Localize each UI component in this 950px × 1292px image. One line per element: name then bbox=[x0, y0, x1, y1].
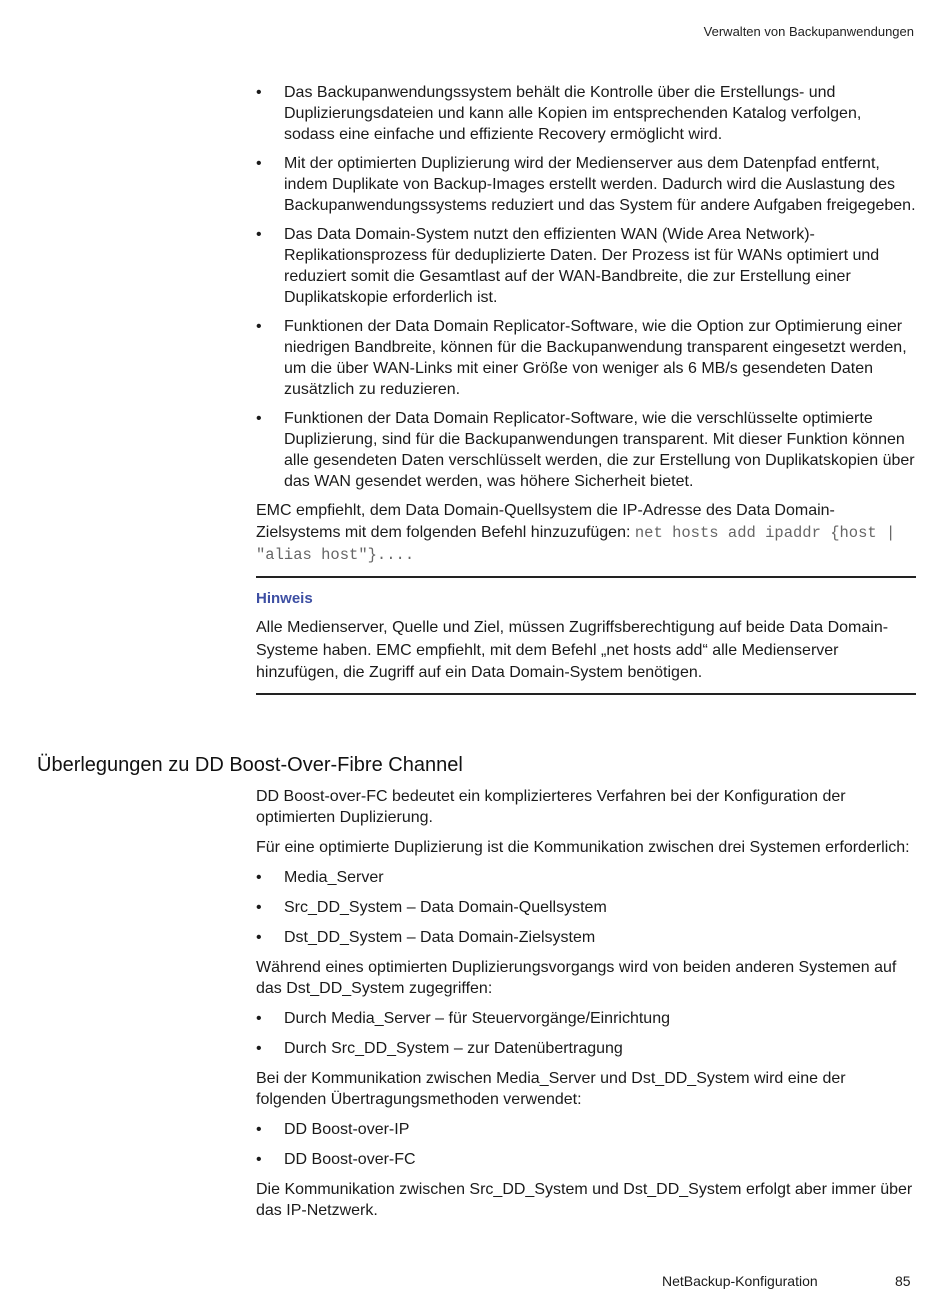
list-item: • Das Data Domain-System nutzt den effizienten WAN (Wide Area Network)-Replikationsprozess für deduplizierte Daten. Der Prozess ist für WANs optimiert und reduziert somit die Gesamtlast auf der WAN-Bandbreite, die zur Erstellung einer Duplikatskopie erforderlich ist. bbox=[256, 224, 916, 308]
note-box bbox=[256, 576, 916, 695]
list-item: • DD Boost-over-FC bbox=[256, 1149, 916, 1170]
list-item: • Das Backupanwendungssystem behält die Kontrolle über die Erstellungs- und Duplizierungsdateien und kann alle Kopien im entsprechenden Katalog verfolgen, sodass eine einfache und effiziente Recovery ermöglicht wird. bbox=[256, 82, 916, 145]
paragraph: Für eine optimierte Duplizierung ist die Kommunikation zwischen drei Systemen erforderlich: bbox=[256, 839, 910, 856]
list-item: • DD Boost-over-IP bbox=[256, 1119, 916, 1140]
list-item: • Src_DD_System – Data Domain-Quellsystem bbox=[256, 897, 916, 918]
list-item: • Durch Media_Server – für Steuervorgänge/Einrichtung bbox=[256, 1008, 916, 1029]
recommendation-paragraph bbox=[256, 500, 916, 566]
systems-list bbox=[256, 867, 916, 948]
note-text: Alle Medienserver, Quelle und Ziel, müssen Zugriffsberechtigung auf beide Data Domain-Systeme haben. EMC empfiehlt, mit dem Befehl „net hosts add“ alle Medienserver hinzufügen, die Zugriff auf ein Data Domain-System benötigen. bbox=[256, 619, 889, 681]
paragraph: Bei der Kommunikation zwischen Media_Server und Dst_DD_System wird eine der folgenden Übertragungsmethoden verwendet: bbox=[256, 1070, 846, 1108]
note-title: Hinweis bbox=[256, 590, 313, 607]
list-item: • Mit der optimierten Duplizierung wird der Medienserver aus dem Datenpfad entfernt, indem Duplikate von Backup-Images erstellt werden. Dadurch wird die Auslastung des Backupanwendungssystems reduziert und das System für andere Aufgaben freigegeben. bbox=[256, 153, 916, 216]
section-dd-boost-fc bbox=[256, 786, 916, 1230]
list-item: • Durch Src_DD_System – zur Datenübertragung bbox=[256, 1038, 916, 1059]
page-number: 85 bbox=[895, 1273, 911, 1289]
paragraph: Die Kommunikation zwischen Src_DD_System und Dst_DD_System erfolgt aber immer über das IP-Netzwerk. bbox=[256, 1181, 913, 1219]
paragraph: Während eines optimierten Duplizierungsvorgangs wird von beiden anderen Systemen auf das Dst_DD_System zugegriffen: bbox=[256, 959, 897, 997]
section-heading: Überlegungen zu DD Boost-Over-Fibre Channel bbox=[37, 754, 463, 776]
benefits-list bbox=[256, 82, 916, 492]
command-code: net hosts add ipaddr {host | "alias host"}.... bbox=[256, 524, 896, 564]
list-item: • Funktionen der Data Domain Replicator-Software, wie die verschlüsselte optimierte Duplizierung, sind für die Backupanwendungen transparent. Mit dieser Funktion können alle gesendeten Daten verschlüsselt werden, die zur Erstellung von Duplikatskopien über das WAN gesendet werden, was höhere Sicherheit bietet. bbox=[256, 408, 916, 492]
footer-title: NetBackup-Konfiguration bbox=[662, 1273, 818, 1289]
recommendation-text: EMC empfiehlt, dem Data Domain-Quellsystem die IP-Adresse des Data Domain-Zielsystems mit dem folgenden Befehl hinzuzufügen: bbox=[256, 502, 835, 541]
paragraph: DD Boost-over-FC bedeutet ein komplizierteres Verfahren bei der Konfiguration der optimierten Duplizierung. bbox=[256, 788, 846, 826]
list-item: • Dst_DD_System – Data Domain-Zielsystem bbox=[256, 927, 916, 948]
running-header: Verwalten von Backupanwendungen bbox=[703, 24, 914, 39]
transfer-methods-list bbox=[256, 1119, 916, 1170]
access-list bbox=[256, 1008, 916, 1059]
list-item: • Media_Server bbox=[256, 867, 916, 888]
section-benefits bbox=[256, 82, 916, 695]
list-item: • Funktionen der Data Domain Replicator-Software, wie die Option zur Optimierung einer niedrigen Bandbreite, können für die Backupanwendung transparent eingesetzt werden, um die über WAN-Links mit einer Größe von weniger als 6 MB/s gesendeten Daten zusätzlich zu reduzieren. bbox=[256, 316, 916, 400]
